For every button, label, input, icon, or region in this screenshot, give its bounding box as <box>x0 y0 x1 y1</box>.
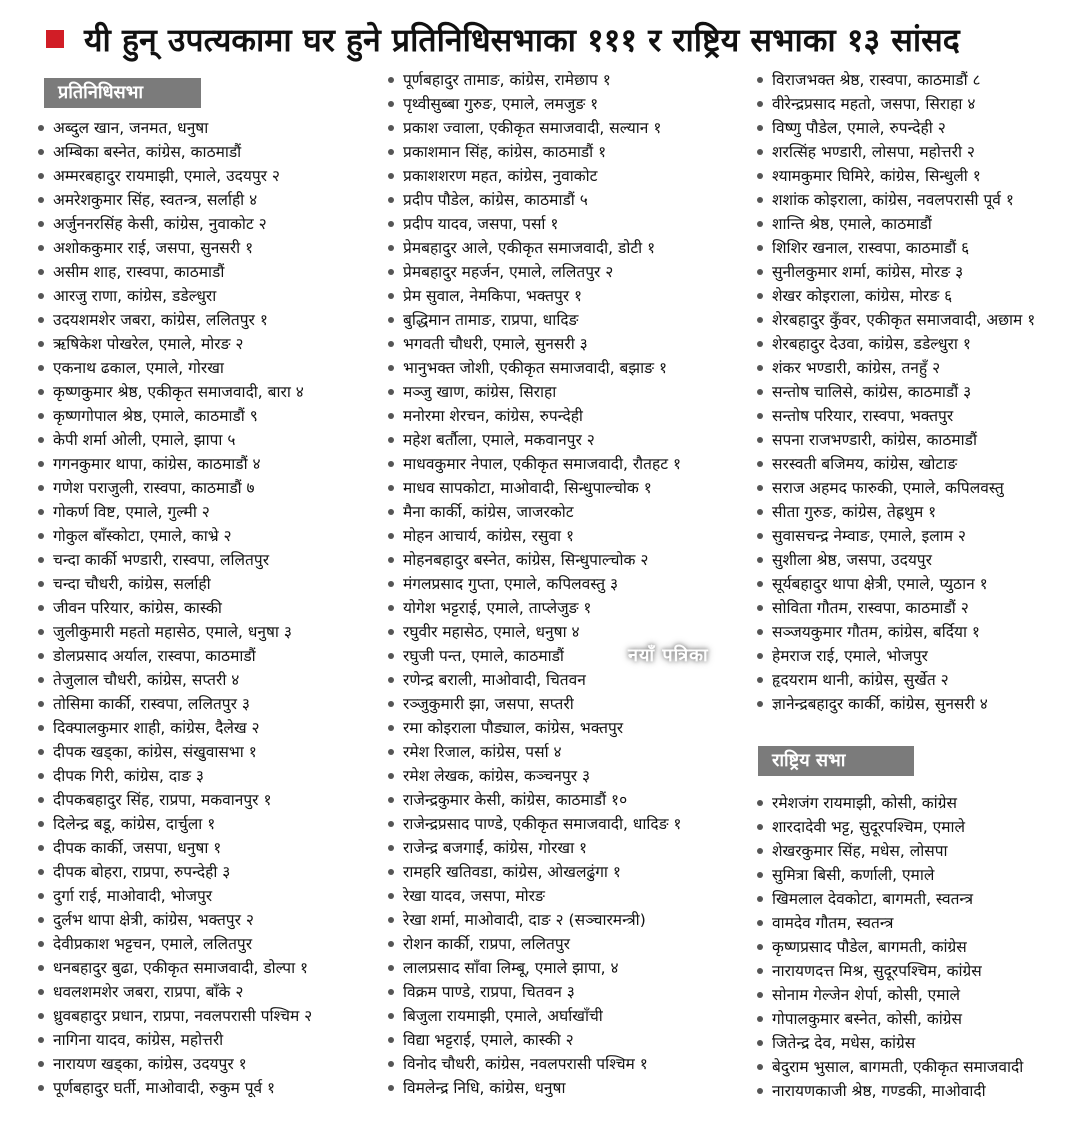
list-item: शशांक कोइराला, कांग्रेस, नवलपरासी पूर्व १ <box>757 188 1035 212</box>
list-item: सुवासचन्द्र नेम्वाङ, एमाले, इलाम २ <box>757 524 1035 548</box>
headline-bar <box>46 14 1070 64</box>
list-item: सन्तोष परियार, रास्वपा, भक्तपुर <box>757 404 1035 428</box>
list-item: दुर्गा राई, माओवादी, भोजपुर <box>38 884 312 908</box>
list-item: अब्दुल खान, जनमत, धनुषा <box>38 116 312 140</box>
list-item: रघुजी पन्त, एमाले, काठमाडौं <box>388 644 681 668</box>
list-item: हेमराज राई, एमाले, भोजपुर <box>757 644 1035 668</box>
list-item: धवलशमशेर जबरा, राप्रपा, बाँके २ <box>38 980 312 1004</box>
section-label-rastriya-sabha: राष्ट्रिय सभा <box>758 746 914 776</box>
list-item: मनोरमा शेरचन, कांग्रेस, रुपन्देही <box>388 404 681 428</box>
list-item: रमेशजंग रायमाझी, कोसी, कांग्रेस <box>757 791 1023 815</box>
list-item: बुद्धिमान तामाङ, राप्रपा, धादिङ <box>388 308 681 332</box>
list-item: रेखा शर्मा, माओवादी, दाङ २ (सञ्चारमन्त्री) <box>388 908 681 932</box>
column-2 <box>388 68 681 1100</box>
list-item: मोहन आचार्य, कांग्रेस, रसुवा १ <box>388 524 681 548</box>
red-square-marker <box>46 30 64 48</box>
list-item: खिमलाल देवकोटा, बागमती, स्वतन्त्र <box>757 887 1023 911</box>
list-item: रघुवीर महासेठ, एमाले, धनुषा ४ <box>388 620 681 644</box>
list-item: नारायणकाजी श्रेष्ठ, गण्डकी, माओवादी <box>757 1079 1023 1103</box>
rastriya-sabha-list <box>757 791 1023 1103</box>
column-3 <box>757 68 1035 716</box>
list-item: तेजुलाल चौधरी, कांग्रेस, सप्तरी ४ <box>38 668 312 692</box>
list-item: प्रकाश ज्वाला, एकीकृत समाजवादी, सल्यान १ <box>388 116 681 140</box>
list-item: रामहरि खतिवडा, कांग्रेस, ओखलढुंगा १ <box>388 860 681 884</box>
list-item: प्रकाशशरण महत, कांग्रेस, नुवाकोट <box>388 164 681 188</box>
list-item: श्यामकुमार घिमिरे, कांग्रेस, सिन्धुली १ <box>757 164 1035 188</box>
list-item: धनबहादुर बुढा, एकीकृत समाजवादी, डोल्पा १ <box>38 956 312 980</box>
list-item: शेरबहादुर देउवा, कांग्रेस, डडेल्धुरा १ <box>757 332 1035 356</box>
list-item: रोशन कार्की, राप्रपा, ललितपुर <box>388 932 681 956</box>
list-item: गोकुल बाँस्कोटा, एमाले, काभ्रे २ <box>38 524 312 548</box>
list-item: सुशीला श्रेष्ठ, जसपा, उदयपुर <box>757 548 1035 572</box>
list-item: असीम शाह, रास्वपा, काठमाडौं <box>38 260 312 284</box>
list-item: सरस्वती बजिमय, कांग्रेस, खोटाङ <box>757 452 1035 476</box>
list-item: अम्बिका बस्नेत, कांग्रेस, काठमाडौं <box>38 140 312 164</box>
list-item: मोहनबहादुर बस्नेत, कांग्रेस, सिन्धुपाल्चोक २ <box>388 548 681 572</box>
list-item: दुर्लभ थापा क्षेत्री, कांग्रेस, भक्तपुर २ <box>38 908 312 932</box>
list-item: शान्ति श्रेष्ठ, एमाले, काठमाडौं <box>757 212 1035 236</box>
list-item: बेदुराम भुसाल, बागमती, एकीकृत समाजवादी <box>757 1055 1023 1079</box>
list-item: आरजु राणा, कांग्रेस, डडेल्धुरा <box>38 284 312 308</box>
list-item: अम्मरबहादुर रायमाझी, एमाले, उदयपुर २ <box>38 164 312 188</box>
list-item: रमेश लेखक, कांग्रेस, कञ्चनपुर ३ <box>388 764 681 788</box>
list-item: अर्जुननरसिंह केसी, कांग्रेस, नुवाकोट २ <box>38 212 312 236</box>
list-item: ऋषिकेश पोखरेल, एमाले, मोरङ २ <box>38 332 312 356</box>
list-item: प्रेमबहादुर महर्जन, एमाले, ललितपुर २ <box>388 260 681 284</box>
list-item: ज्ञानेन्द्रबहादुर कार्की, कांग्रेस, सुनसरी ४ <box>757 692 1035 716</box>
list-item: अमरेशकुमार सिंह, स्वतन्त्र, सर्लाही ४ <box>38 188 312 212</box>
list-item: जितेन्द्र देव, मधेस, कांग्रेस <box>757 1031 1023 1055</box>
list-item: एकनाथ ढकाल, एमाले, गोरखा <box>38 356 312 380</box>
list-item: विष्णु पौडेल, एमाले, रुपन्देही २ <box>757 116 1035 140</box>
column-3-rastriya <box>757 791 1023 1103</box>
list-item: माधव सापकोटा, माओवादी, सिन्धुपाल्चोक १ <box>388 476 681 500</box>
list-item: सुमित्रा बिसी, कर्णाली, एमाले <box>757 863 1023 887</box>
list-item: विमलेन्द्र निधि, कांग्रेस, धनुषा <box>388 1076 681 1100</box>
list-item: शारदादेवी भट्ट, सुदूरपश्चिम, एमाले <box>757 815 1023 839</box>
column-1 <box>38 116 312 1100</box>
list-item: विद्या भट्टराई, एमाले, कास्की २ <box>388 1028 681 1052</box>
list-item: दिक्पालकुमार शाही, कांग्रेस, दैलेख २ <box>38 716 312 740</box>
list-item: राजेन्द्रकुमार केसी, कांग्रेस, काठमाडौं १० <box>388 788 681 812</box>
list-item: माधवकुमार नेपाल, एकीकृत समाजवादी, रौतहट १ <box>388 452 681 476</box>
list-item: शंकर भण्डारी, कांग्रेस, तनहुँ २ <box>757 356 1035 380</box>
list-item: दीपकबहादुर सिंह, राप्रपा, मकवानपुर १ <box>38 788 312 812</box>
list-item: चन्दा कार्की भण्डारी, रास्वपा, ललितपुर <box>38 548 312 572</box>
list-item: नागिना यादव, कांग्रेस, महोत्तरी <box>38 1028 312 1052</box>
list-item: शेखरकुमार सिंह, मधेस, लोसपा <box>757 839 1023 863</box>
list-item: देवीप्रकाश भट्टचन, एमाले, ललितपुर <box>38 932 312 956</box>
list-item: प्रदीप यादव, जसपा, पर्सा १ <box>388 212 681 236</box>
list-item: ध्रुवबहादुर प्रधान, राप्रपा, नवलपरासी पश्चिम २ <box>38 1004 312 1028</box>
list-item: नारायण खड्का, कांग्रेस, उदयपुर १ <box>38 1052 312 1076</box>
list-item: सीता गुरुङ, कांग्रेस, तेह्रथुम १ <box>757 500 1035 524</box>
list-item: पूर्णबहादुर तामाङ, कांग्रेस, रामेछाप १ <box>388 68 681 92</box>
list-item: पृथ्वीसुब्बा गुरुङ, एमाले, लमजुङ १ <box>388 92 681 116</box>
list-item: प्रकाशमान सिंह, कांग्रेस, काठमाडौं १ <box>388 140 681 164</box>
list-item: विनोद चौधरी, कांग्रेस, नवलपरासी पश्चिम १ <box>388 1052 681 1076</box>
list-item: रमा कोइराला पौड्याल, कांग्रेस, भक्तपुर <box>388 716 681 740</box>
headline: यी हुन् उपत्यकामा घर हुने प्रतिनिधिसभाका १११ र राष्ट्रिय सभाका १३ सांसद <box>84 20 960 59</box>
list-item: रणेन्द्र बराली, माओवादी, चितवन <box>388 668 681 692</box>
list-item: सूर्यबहादुर थापा क्षेत्री, एमाले, प्युठान १ <box>757 572 1035 596</box>
list-item: शेरबहादुर कुँवर, एकीकृत समाजवादी, अछाम १ <box>757 308 1035 332</box>
list-item: भानुभक्त जोशी, एकीकृत समाजवादी, बझाङ १ <box>388 356 681 380</box>
list-item: प्रदीप पौडेल, कांग्रेस, काठमाडौं ५ <box>388 188 681 212</box>
list-item: बिजुला रायमाझी, एमाले, अर्घाखाँची <box>388 1004 681 1028</box>
list-item: दीपक खड्का, कांग्रेस, संखुवासभा १ <box>38 740 312 764</box>
list-item: तोसिमा कार्की, रास्वपा, ललितपुर ३ <box>38 692 312 716</box>
list-item: दीपक कार्की, जसपा, धनुषा १ <box>38 836 312 860</box>
member-list-col1 <box>38 116 312 1100</box>
list-item: जीवन परियार, कांग्रेस, कास्की <box>38 596 312 620</box>
list-item: भगवती चौधरी, एमाले, सुनसरी ३ <box>388 332 681 356</box>
list-item: गोपालकुमार बस्नेत, कोसी, कांग्रेस <box>757 1007 1023 1031</box>
list-item: अशोककुमार राई, जसपा, सुनसरी १ <box>38 236 312 260</box>
section-label-pratinidhi-sabha: प्रतिनिधिसभा <box>44 78 201 108</box>
list-item: सराज अहमद फारुकी, एमाले, कपिलवस्तु <box>757 476 1035 500</box>
list-item: दिलेन्द्र बडू, कांग्रेस, दार्चुला १ <box>38 812 312 836</box>
list-item: शिशिर खनाल, रास्वपा, काठमाडौं ६ <box>757 236 1035 260</box>
list-item: केपी शर्मा ओली, एमाले, झापा ५ <box>38 428 312 452</box>
list-item: प्रेम सुवाल, नेमकिपा, भक्तपुर १ <box>388 284 681 308</box>
list-item: हृदयराम थानी, कांग्रेस, सुर्खेत २ <box>757 668 1035 692</box>
list-item: चन्दा चौधरी, कांग्रेस, सर्लाही <box>38 572 312 596</box>
list-item: सोविता गौतम, रास्वपा, काठमाडौं २ <box>757 596 1035 620</box>
member-list-col3 <box>757 68 1035 716</box>
list-item: मैना कार्की, कांग्रेस, जाजरकोट <box>388 500 681 524</box>
list-item: मंगलप्रसाद गुप्ता, एमाले, कपिलवस्तु ३ <box>388 572 681 596</box>
list-item: शरत्सिंह भण्डारी, लोसपा, महोत्तरी २ <box>757 140 1035 164</box>
list-item: गणेश पराजुली, रास्वपा, काठमाडौं ७ <box>38 476 312 500</box>
list-item: नारायणदत्त मिश्र, सुदूरपश्चिम, कांग्रेस <box>757 959 1023 983</box>
list-item: राजेन्द्रप्रसाद पाण्डे, एकीकृत समाजवादी, धादिङ १ <box>388 812 681 836</box>
list-item: लालप्रसाद साँवा लिम्बू, एमाले झापा, ४ <box>388 956 681 980</box>
list-item: डोलप्रसाद अर्याल, रास्वपा, काठमाडौं <box>38 644 312 668</box>
list-item: सोनाम गेल्जेन शेर्पा, कोसी, एमाले <box>757 983 1023 1007</box>
list-item: वामदेव गौतम, स्वतन्त्र <box>757 911 1023 935</box>
watermark: नयाँ पत्रिका <box>628 645 709 666</box>
list-item: गोकर्ण विष्ट, एमाले, गुल्मी २ <box>38 500 312 524</box>
list-item: सञ्जयकुमार गौतम, कांग्रेस, बर्दिया १ <box>757 620 1035 644</box>
list-item: शेखर कोइराला, कांग्रेस, मोरङ ६ <box>757 284 1035 308</box>
list-item: रेखा यादव, जसपा, मोरङ <box>388 884 681 908</box>
list-item: विक्रम पाण्डे, राप्रपा, चितवन ३ <box>388 980 681 1004</box>
list-item: सुनीलकुमार शर्मा, कांग्रेस, मोरङ ३ <box>757 260 1035 284</box>
list-item: दीपक बोहरा, राप्रपा, रुपन्देही ३ <box>38 860 312 884</box>
member-list-col2 <box>388 68 681 1100</box>
list-item: कृष्णकुमार श्रेष्ठ, एकीकृत समाजवादी, बारा ४ <box>38 380 312 404</box>
list-item: दीपक गिरी, कांग्रेस, दाङ ३ <box>38 764 312 788</box>
list-item: प्रेमबहादुर आले, एकीकृत समाजवादी, डोटी १ <box>388 236 681 260</box>
list-item: महेश बर्तौला, एमाले, मकवानपुर २ <box>388 428 681 452</box>
list-item: सन्तोष चालिसे, कांग्रेस, काठमाडौं ३ <box>757 380 1035 404</box>
list-item: जुलीकुमारी महतो महासेठ, एमाले, धनुषा ३ <box>38 620 312 644</box>
list-item: विराजभक्त श्रेष्ठ, रास्वपा, काठमाडौं ८ <box>757 68 1035 92</box>
list-item: कृष्णगोपाल श्रेष्ठ, एमाले, काठमाडौं ९ <box>38 404 312 428</box>
list-item: रञ्जुकुमारी झा, जसपा, सप्तरी <box>388 692 681 716</box>
list-item: योगेश भट्टराई, एमाले, ताप्लेजुङ १ <box>388 596 681 620</box>
list-item: मञ्जु खाण, कांग्रेस, सिराहा <box>388 380 681 404</box>
list-item: पूर्णबहादुर घर्ती, माओवादी, रुकुम पूर्व १ <box>38 1076 312 1100</box>
list-item: सपना राजभण्डारी, कांग्रेस, काठमाडौं <box>757 428 1035 452</box>
list-item: उदयशमशेर जबरा, कांग्रेस, ललितपुर १ <box>38 308 312 332</box>
list-item: रमेश रिजाल, कांग्रेस, पर्सा ४ <box>388 740 681 764</box>
list-item: गगनकुमार थापा, कांग्रेस, काठमाडौं ४ <box>38 452 312 476</box>
list-item: राजेन्द्र बजगाईं, कांग्रेस, गोरखा १ <box>388 836 681 860</box>
list-item: कृष्णप्रसाद पौडेल, बागमती, कांग्रेस <box>757 935 1023 959</box>
list-item: वीरेन्द्रप्रसाद महतो, जसपा, सिराहा ४ <box>757 92 1035 116</box>
